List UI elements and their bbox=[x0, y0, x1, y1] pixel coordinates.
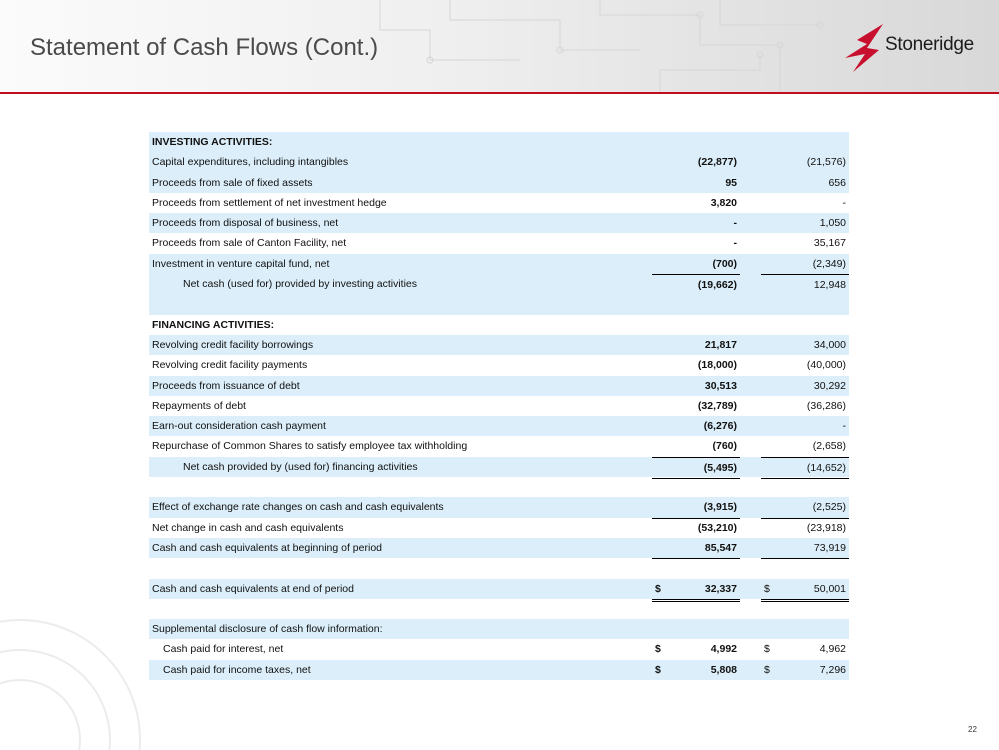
cell-value: (760) bbox=[712, 440, 737, 453]
cell-value: 1,050 bbox=[819, 217, 846, 230]
current-year-cell bbox=[652, 355, 740, 375]
cell-value: - bbox=[842, 196, 846, 209]
prior-year-cell bbox=[761, 518, 849, 538]
cell-value: (2,658) bbox=[812, 440, 846, 453]
table-row bbox=[149, 376, 849, 396]
row-label: Revolving credit facility payments bbox=[152, 359, 308, 372]
prior-year-cell bbox=[761, 416, 849, 436]
row-label: Repayments of debt bbox=[152, 399, 246, 412]
cell-value: 85,547 bbox=[704, 541, 737, 554]
prior-year-cell bbox=[761, 152, 849, 172]
cell-value: 30,513 bbox=[704, 379, 737, 392]
prior-year-cell bbox=[761, 639, 849, 659]
row-label: Repurchase of Common Shares to satisfy employee tax withholding bbox=[152, 440, 468, 453]
current-year-cell bbox=[652, 538, 740, 559]
current-year-cell bbox=[652, 376, 740, 396]
cell-value: - bbox=[733, 237, 737, 250]
current-year-cell bbox=[652, 173, 740, 193]
table-row bbox=[149, 558, 849, 578]
row-label: Investment in venture capital fund, net bbox=[152, 257, 330, 270]
cell-value: 50,001 bbox=[813, 582, 846, 595]
prior-year-cell bbox=[761, 457, 849, 479]
table-row bbox=[149, 497, 849, 517]
table-row bbox=[149, 396, 849, 416]
row-label: Capital expenditures, including intangibles bbox=[152, 156, 349, 169]
logo-bolt-icon bbox=[843, 22, 885, 76]
cell-value: 21,817 bbox=[704, 338, 737, 351]
currency-symbol: $ bbox=[655, 582, 661, 595]
row-label: Proceeds from sale of Canton Facility, net bbox=[152, 237, 347, 250]
cell-value: 7,296 bbox=[819, 663, 846, 676]
row-label: Net change in cash and cash equivalents bbox=[152, 521, 344, 534]
prior-year-cell bbox=[761, 538, 849, 559]
table-row bbox=[149, 254, 849, 274]
table-row bbox=[149, 436, 849, 456]
current-year-cell bbox=[652, 457, 740, 479]
row-label: Effect of exchange rate changes on cash and cash equivalents bbox=[152, 501, 444, 514]
prior-year-cell bbox=[761, 335, 849, 355]
table-row bbox=[149, 660, 849, 680]
row-label: Cash and cash equivalents at beginning of period bbox=[152, 541, 382, 554]
cell-value: (40,000) bbox=[806, 359, 846, 372]
current-year-cell bbox=[652, 518, 740, 538]
cell-value: - bbox=[733, 217, 737, 230]
cell-value: 32,337 bbox=[704, 582, 737, 595]
cell-value: (53,210) bbox=[697, 521, 737, 534]
table-row bbox=[149, 538, 849, 558]
prior-year-cell bbox=[761, 497, 849, 518]
cell-value: (5,495) bbox=[703, 461, 737, 474]
table-row bbox=[149, 599, 849, 619]
cell-value: (6,276) bbox=[703, 420, 737, 433]
currency-symbol: $ bbox=[764, 582, 770, 595]
currency-symbol: $ bbox=[764, 643, 770, 656]
cell-value: 12,948 bbox=[813, 279, 846, 292]
page-number: 22 bbox=[968, 725, 977, 734]
current-year-cell bbox=[652, 213, 740, 233]
row-label: Net cash provided by (used for) financing activities bbox=[183, 460, 418, 473]
row-label: Supplemental disclosure of cash flow information: bbox=[152, 623, 383, 636]
current-year-cell bbox=[652, 436, 740, 456]
cell-value: 30,292 bbox=[813, 379, 846, 392]
cell-value: (2,525) bbox=[812, 501, 846, 514]
prior-year-cell bbox=[761, 213, 849, 233]
prior-year-cell bbox=[761, 173, 849, 193]
prior-year-cell bbox=[761, 396, 849, 416]
cell-value: (3,915) bbox=[703, 501, 737, 514]
row-label: Proceeds from disposal of business, net bbox=[152, 217, 339, 230]
row-label: Cash paid for income taxes, net bbox=[163, 663, 311, 676]
current-year-cell bbox=[652, 416, 740, 436]
current-year-cell bbox=[652, 152, 740, 172]
table-row bbox=[149, 639, 849, 659]
current-year-cell bbox=[652, 193, 740, 213]
table-row bbox=[149, 213, 849, 233]
row-label: Net cash (used for) provided by investing activities bbox=[183, 278, 418, 291]
corner-decoration bbox=[0, 600, 160, 750]
cell-value: 95 bbox=[725, 176, 737, 189]
cell-value: 4,992 bbox=[710, 643, 737, 656]
cell-value: 5,808 bbox=[710, 663, 737, 676]
cell-value: (14,652) bbox=[806, 461, 846, 474]
table-row bbox=[149, 335, 849, 355]
table-row bbox=[149, 579, 849, 599]
currency-symbol: $ bbox=[655, 663, 661, 676]
cell-value: (23,918) bbox=[806, 521, 846, 534]
cell-value: (32,789) bbox=[697, 399, 737, 412]
cell-value: (19,662) bbox=[697, 279, 737, 292]
cell-value: (36,286) bbox=[806, 399, 846, 412]
row-label: Cash paid for interest, net bbox=[163, 643, 284, 656]
prior-year-cell bbox=[761, 254, 849, 274]
prior-year-cell bbox=[761, 436, 849, 456]
prior-year-cell bbox=[761, 376, 849, 396]
current-year-cell bbox=[652, 639, 740, 659]
currency-symbol: $ bbox=[764, 663, 770, 676]
cell-value: (2,349) bbox=[812, 257, 846, 270]
table-row bbox=[149, 152, 849, 172]
prior-year-cell bbox=[761, 274, 849, 295]
cell-value: (22,877) bbox=[697, 156, 737, 169]
prior-year-cell bbox=[761, 660, 849, 680]
table-row bbox=[149, 274, 849, 294]
table-row bbox=[149, 173, 849, 193]
row-label: Earn-out consideration cash payment bbox=[152, 420, 326, 433]
cell-value: 73,919 bbox=[813, 541, 846, 554]
table-row bbox=[149, 355, 849, 375]
current-year-cell bbox=[652, 660, 740, 680]
current-year-cell bbox=[652, 274, 740, 295]
table-row bbox=[149, 518, 849, 538]
cell-value: (21,576) bbox=[806, 156, 846, 169]
cell-value: 4,962 bbox=[819, 643, 846, 656]
header-divider bbox=[0, 92, 999, 94]
cash-flow-table bbox=[149, 132, 849, 680]
cell-value: 34,000 bbox=[813, 338, 846, 351]
table-row bbox=[149, 416, 849, 436]
table-row bbox=[149, 233, 849, 253]
prior-year-cell bbox=[761, 193, 849, 213]
current-year-cell bbox=[652, 335, 740, 355]
row-label: Revolving credit facility borrowings bbox=[152, 338, 314, 351]
prior-year-cell bbox=[761, 233, 849, 253]
current-year-cell bbox=[652, 233, 740, 253]
table-row bbox=[149, 315, 849, 335]
page-title: Statement of Cash Flows (Cont.) bbox=[30, 34, 379, 61]
cell-value: (18,000) bbox=[697, 359, 737, 372]
table-row bbox=[149, 619, 849, 639]
cell-value: (700) bbox=[712, 257, 737, 270]
row-label: Proceeds from settlement of net investment hedge bbox=[152, 196, 387, 209]
cell-value: 656 bbox=[828, 176, 846, 189]
currency-symbol: $ bbox=[655, 643, 661, 656]
table-row bbox=[149, 477, 849, 497]
current-year-cell bbox=[652, 254, 740, 274]
company-logo bbox=[843, 22, 983, 76]
section-heading: FINANCING ACTIVITIES: bbox=[152, 318, 275, 331]
logo-wordmark: Stoneridge bbox=[885, 34, 974, 55]
table-row bbox=[149, 457, 849, 477]
cell-value: 35,167 bbox=[813, 237, 846, 250]
table-row bbox=[149, 294, 849, 314]
table-row bbox=[149, 132, 849, 152]
row-label: Cash and cash equivalents at end of period bbox=[152, 582, 354, 595]
row-label: Proceeds from issuance of debt bbox=[152, 379, 300, 392]
current-year-cell bbox=[652, 396, 740, 416]
row-label: Proceeds from sale of fixed assets bbox=[152, 176, 313, 189]
current-year-cell bbox=[652, 497, 740, 518]
cell-value: 3,820 bbox=[710, 196, 737, 209]
table-row bbox=[149, 193, 849, 213]
cell-value: - bbox=[842, 420, 846, 433]
section-heading: INVESTING ACTIVITIES: bbox=[152, 136, 273, 148]
prior-year-cell bbox=[761, 355, 849, 375]
